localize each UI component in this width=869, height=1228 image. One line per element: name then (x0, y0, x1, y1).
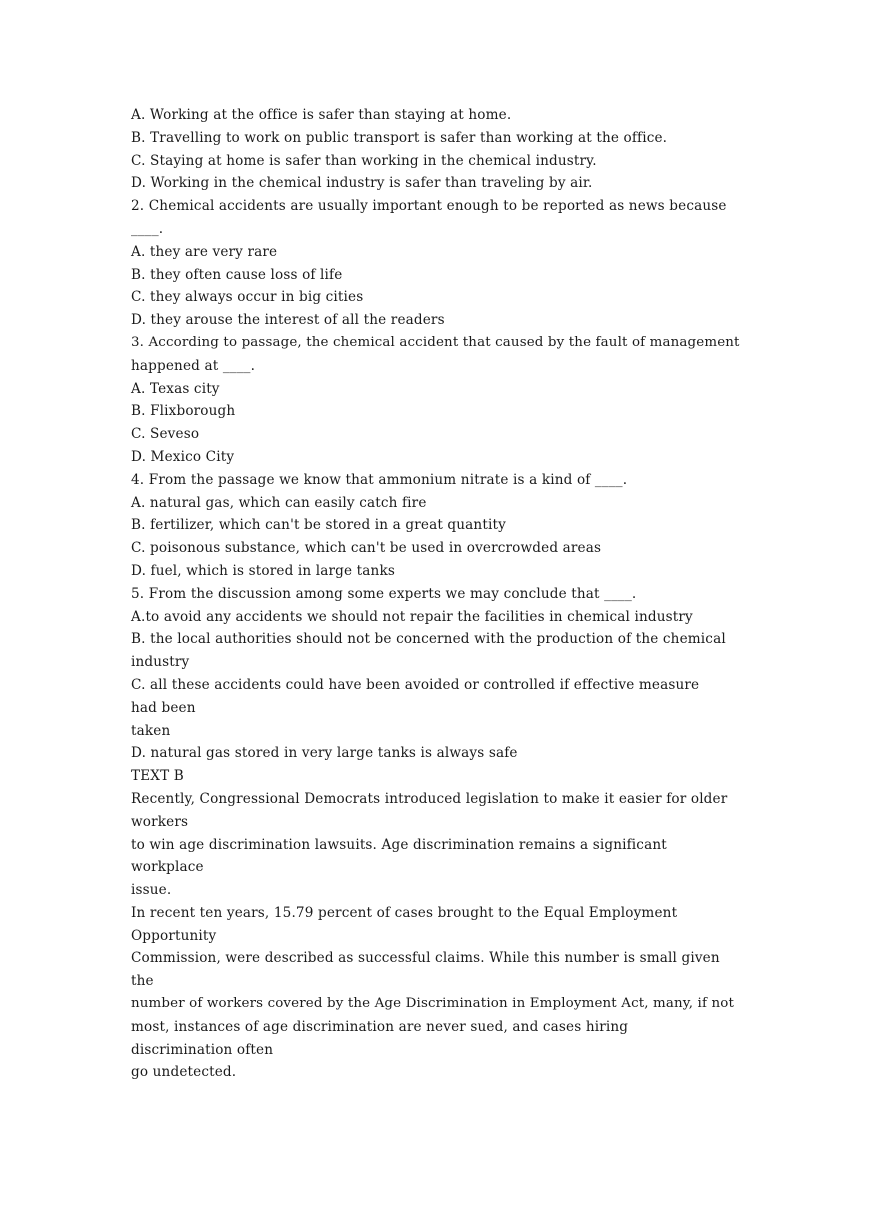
option-line: D. fuel, which is stored in large tanks (131, 562, 395, 579)
paragraph-line: Recently, Congressional Democrats introduced legislation to make it easier for older (131, 790, 728, 807)
paragraph-line: workplace (131, 859, 204, 876)
paragraph-line: In recent ten years, 15.79 percent of cases brought to the Equal Employment (131, 904, 678, 921)
option-line: C. all these accidents could have been avoided or controlled if effective measure (131, 676, 700, 693)
paragraph-line: go undetected. (131, 1064, 237, 1081)
paragraph-line: workers (131, 813, 189, 830)
option-line: B. fertilizer, which can't be stored in a great quantity (131, 517, 506, 534)
option-line: A. they are very rare (131, 243, 278, 260)
paragraph-line: number of workers covered by the Age Discrimination in Employment Act, many, if not (131, 996, 735, 1012)
option-line: C. Seveso (131, 426, 200, 443)
paragraph-line: to win age discrimination lawsuits. Age discrimination remains a significant (131, 836, 667, 853)
option-line: C. they always occur in big cities (131, 289, 364, 306)
option-line: D. Mexico City (131, 448, 235, 465)
option-line: D. Working in the chemical industry is safer than traveling by air. (131, 175, 593, 192)
paragraph-line: discrimination often (131, 1041, 274, 1058)
option-line: taken (131, 722, 171, 739)
option-line: B. Flixborough (131, 403, 236, 420)
question-line: 3. According to passage, the chemical accident that caused by the fault of management (131, 334, 740, 350)
option-line: C. poisonous substance, which can't be used in overcrowded areas (131, 540, 602, 557)
section-heading: TEXT B (131, 768, 184, 785)
option-line: A.to avoid any accidents we should not repair the facilities in chemical industry (131, 608, 693, 625)
option-line: C. Staying at home is safer than working in the chemical industry. (131, 152, 597, 169)
option-line: D. they arouse the interest of all the readers (131, 312, 445, 329)
question-line: 5. From the discussion among some experts we may conclude that ____. (131, 585, 637, 602)
paragraph-line: the (131, 973, 154, 990)
option-line: industry (131, 654, 190, 671)
document-page (131, 104, 741, 1084)
question-line: 4. From the passage we know that ammonium nitrate is a kind of ____. (131, 471, 628, 488)
paragraph-line: Opportunity (131, 927, 217, 944)
option-line: B. the local authorities should not be concerned with the production of the chemical (131, 631, 726, 648)
question-line: happened at ____. (131, 357, 256, 374)
option-line: A. natural gas, which can easily catch fire (131, 494, 427, 511)
option-line: A. Working at the office is safer than staying at home. (131, 107, 512, 123)
paragraph-line: issue. (131, 882, 172, 899)
question-line: 2. Chemical accidents are usually important enough to be reported as news because (131, 198, 727, 215)
question-line: ____. (131, 220, 164, 237)
paragraph-line: most, instances of age discrimination are never sued, and cases hiring (131, 1018, 629, 1035)
option-line: D. natural gas stored in very large tanks is always safe (131, 745, 518, 762)
option-line: B. they often cause loss of life (131, 266, 343, 283)
paragraph-line: Commission, were described as successful claims. While this number is small given (131, 950, 720, 967)
option-line: B. Travelling to work on public transport is safer than working at the office. (131, 129, 668, 146)
option-line: A. Texas city (131, 380, 220, 397)
option-line: had been (131, 699, 196, 716)
